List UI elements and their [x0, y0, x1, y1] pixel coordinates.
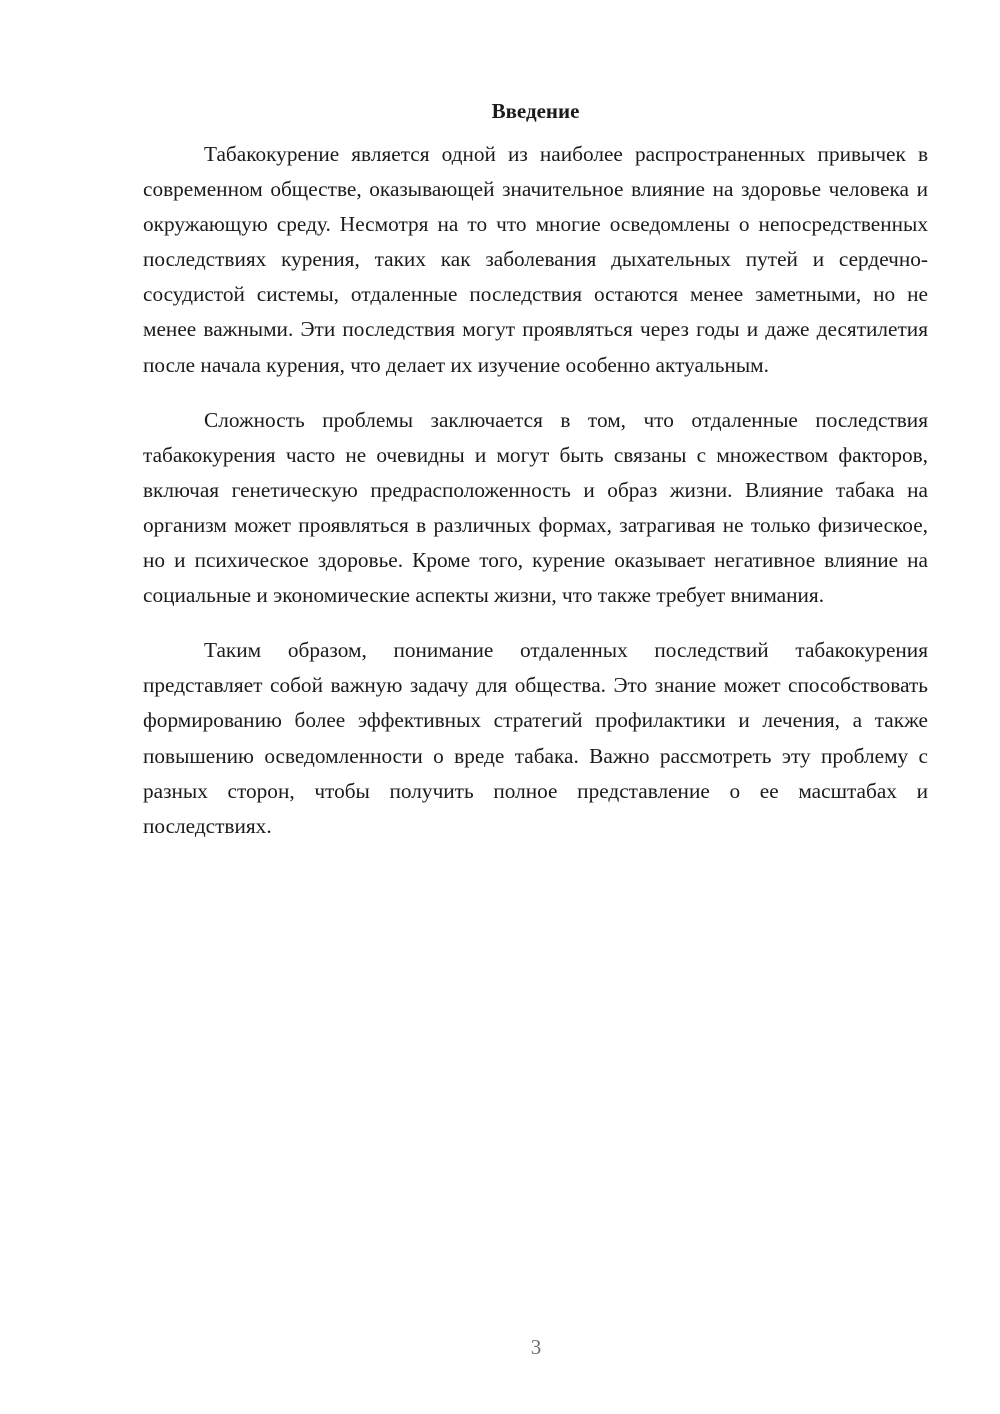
section-heading: Введение [491, 99, 580, 123]
paragraph-3: Таким образом, понимание отдаленных последствий табакокурения представляет собой важную задачу для общества. Это знание может способствовать формированию более эффективных стратегий профилактики и лечения, а также повышению осведомленности о вреде табака. Важно рассмотреть эту проблему с разных сторон, чтобы получить полное представление о ее масштабах и последствиях. [143, 638, 928, 838]
page-content [143, 97, 928, 844]
page-number: 3 [530, 1335, 542, 1359]
paragraph-2: Сложность проблемы заключается в том, что отдаленные последствия табакокурения часто не очевидны и могут быть связаны с множеством факторов, включая генетическую предрасположенность и образ жизни. Влияние табака на организм может проявляться в различных формах, затрагивая не только физическое, но и психическое здоровье. Кроме того, курение оказывает негативное влияние на социальные и экономические аспекты жизни, что также требует внимания. [143, 407, 928, 608]
paragraph-1: Табакокурение является одной из наиболее распространенных привычек в современном обществе, оказывающей значительное влияние на здоровье человека и окружающую среду. Несмотря на то что многие осведомлены о непосредственных последствиях курения, таких как заболевания дыхательных путей и сердечно-сосудистой системы, отдаленные последствия остаются менее заметными, но не менее важными. Эти последствия могут проявляться через годы и даже десятилетия после начала курения, что делает их изучение особенно актуальным. [143, 142, 928, 377]
